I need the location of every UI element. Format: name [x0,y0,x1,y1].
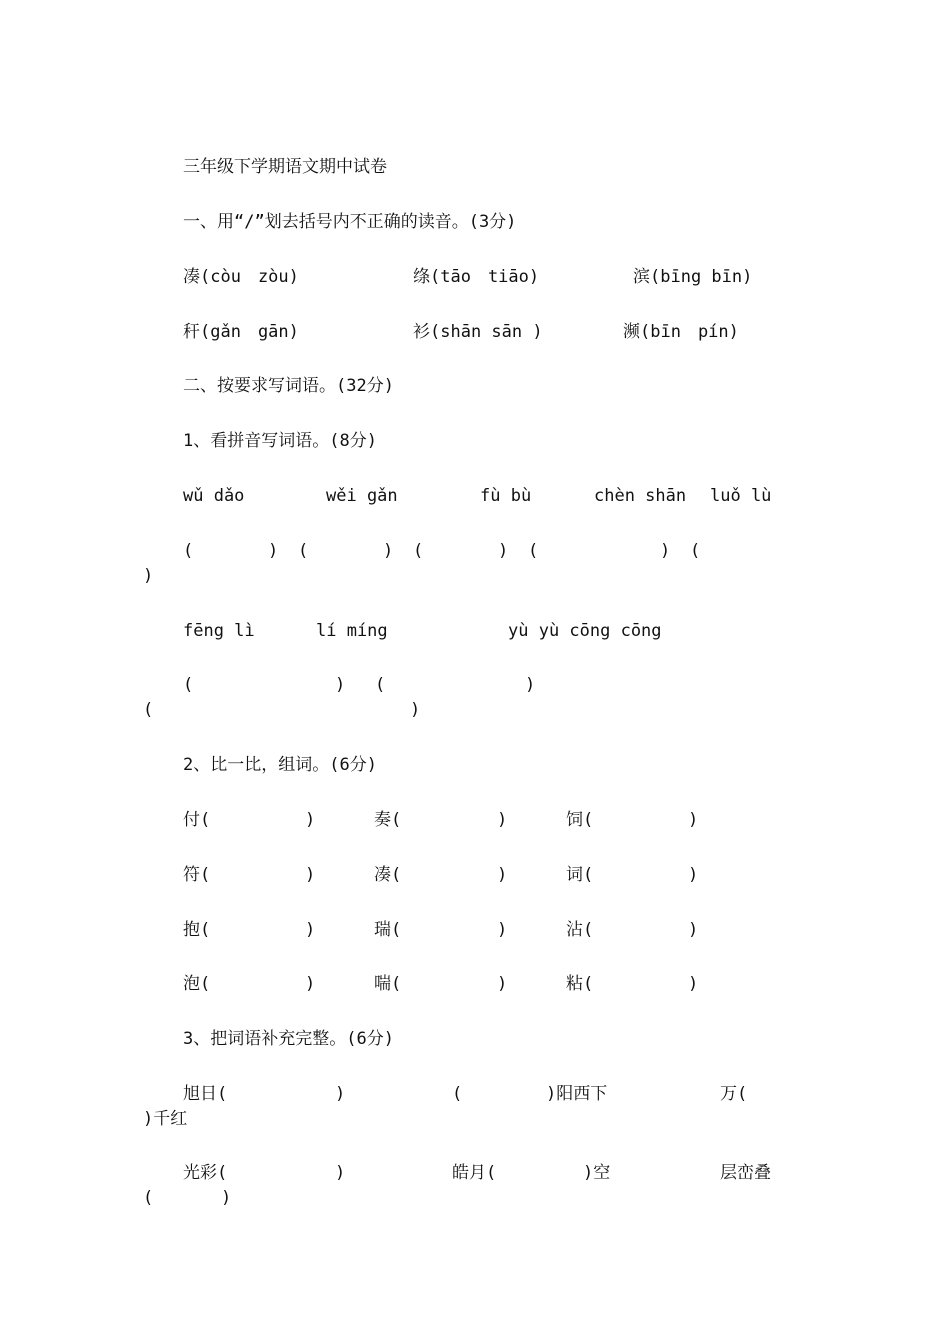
answer-bracket[interactable]: ) [221,1188,232,1208]
compare-char: 饲( [566,810,594,830]
compare-char: 凑( [374,865,402,885]
pinyin-item: 滨(bīng bīn) [633,267,753,287]
compare-char: 抱( [183,920,211,940]
answer-bracket[interactable]: ) [143,566,154,586]
section1-heading: 一、用“/”划去括号内不正确的读音。(3分) [183,212,517,232]
pinyin-item: 濒(bīn pín) [623,322,739,342]
compare-char: 符( [183,865,211,885]
answer-bracket[interactable]: ) [497,810,508,830]
idiom-fill: 层峦叠 [720,1163,771,1183]
answer-bracket[interactable]: ) [525,675,536,695]
answer-bracket[interactable]: ) [410,700,421,720]
pinyin-word: wěi gǎn [326,486,398,506]
answer-bracket[interactable]: ) [497,974,508,994]
pinyin-item: 凑(còu zòu) [183,267,299,287]
answer-bracket[interactable]: ) [335,1084,346,1104]
idiom-fill: )千红 [143,1109,188,1129]
idiom-fill: )空 [583,1163,611,1183]
pinyin-item: 衫(shān sān ) [413,322,543,342]
compare-char: 喘( [374,974,402,994]
pinyin-word: chèn shān [594,486,687,506]
answer-bracket[interactable]: ( [452,1084,463,1104]
idiom-fill: 皓月( [452,1163,497,1183]
question1-heading: 1、看拼音写词语。(8分) [183,431,377,451]
answer-bracket[interactable]: ) [497,865,508,885]
answer-bracket[interactable]: ( [690,541,701,561]
answer-bracket[interactable]: ) [268,541,279,561]
question3-heading: 3、把词语补充完整。(6分) [183,1029,394,1049]
answer-bracket[interactable]: ) [305,920,316,940]
answer-bracket[interactable]: ) [335,675,346,695]
compare-char: 奏( [374,810,402,830]
answer-bracket[interactable]: ) [383,541,394,561]
idiom-fill: )阳西下 [546,1084,608,1104]
compare-char: 瑞( [374,920,402,940]
answer-bracket[interactable]: ) [498,541,509,561]
idiom-fill: 光彩( [183,1163,228,1183]
page-title: 三年级下学期语文期中试卷 [183,157,387,177]
answer-bracket[interactable]: ) [688,865,699,885]
pinyin-word: fù bù [480,486,532,506]
idiom-fill: 万( [720,1084,748,1104]
idiom-fill: 旭日( [183,1084,228,1104]
pinyin-word: lí míng [316,621,388,641]
answer-bracket[interactable]: ) [335,1163,346,1183]
pinyin-word: yù yù cōng cōng [508,621,662,641]
answer-bracket[interactable]: ) [688,810,699,830]
compare-char: 泡( [183,974,211,994]
pinyin-word: wǔ dǎo [183,486,245,506]
pinyin-item: 绦(tāo tiāo) [413,267,540,287]
compare-char: 粘( [566,974,594,994]
question2-heading: 2、比一比，组词。(6分) [183,755,377,775]
compare-char: 词( [566,865,594,885]
answer-bracket[interactable]: ( [143,1188,154,1208]
answer-bracket[interactable]: ) [688,974,699,994]
answer-bracket[interactable]: ) [305,810,316,830]
pinyin-word: luǒ lù [710,486,772,506]
answer-bracket[interactable]: ( [183,675,194,695]
answer-bracket[interactable]: ( [298,541,309,561]
pinyin-word: fēng lì [183,621,255,641]
answer-bracket[interactable]: ( [183,541,194,561]
answer-bracket[interactable]: ( [413,541,424,561]
answer-bracket[interactable]: ) [497,920,508,940]
answer-bracket[interactable]: ) [305,974,316,994]
answer-bracket[interactable]: ) [305,865,316,885]
compare-char: 付( [183,810,211,830]
answer-bracket[interactable]: ) [660,541,671,561]
answer-bracket[interactable]: ( [143,700,154,720]
section2-heading: 二、按要求写词语。(32分) [183,376,394,396]
answer-bracket[interactable]: ) [688,920,699,940]
pinyin-item: 秆(gǎn gān) [183,322,299,342]
answer-bracket[interactable]: ( [528,541,539,561]
compare-char: 沾( [566,920,594,940]
answer-bracket[interactable]: ( [375,675,386,695]
